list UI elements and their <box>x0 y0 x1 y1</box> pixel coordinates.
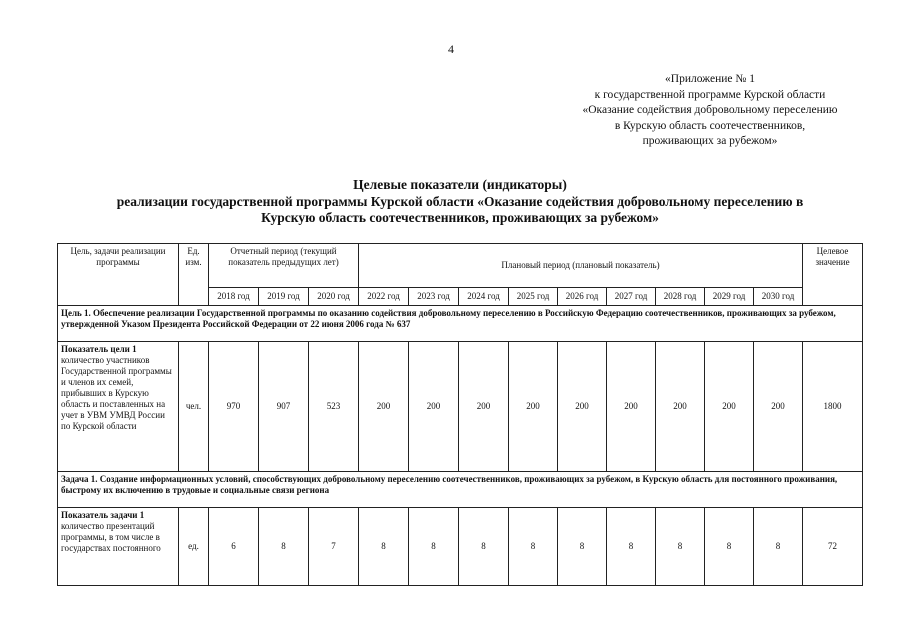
indicator-text: количество презентаций программы, в том числе в государствах постоянного <box>61 521 161 553</box>
value-cell: 970 <box>209 342 259 472</box>
appendix-line: проживающих за рубежом» <box>642 135 778 147</box>
year-cell: 2018 год <box>209 288 259 306</box>
value-cell: 200 <box>754 342 803 472</box>
value-cell: 523 <box>309 342 359 472</box>
header-row <box>58 244 863 288</box>
value-cell: 200 <box>409 342 459 472</box>
year-cell: 2025 год <box>509 288 558 306</box>
value-cell: 8 <box>754 508 803 586</box>
year-cell: 2028 год <box>656 288 705 306</box>
header-target: Целевое значение <box>803 244 863 306</box>
goal-1-text: Цель 1. Обеспечение реализации Государственной программы по оказанию содействия добровольному переселению в Российскую Федерацию соотечественников, проживающих за рубежом, утвержденной Указом Президента Российской Федерации от 22 июня 2006 года № 637 <box>58 306 863 342</box>
value-cell: 200 <box>459 342 509 472</box>
value-cell: 8 <box>509 508 558 586</box>
year-cell: 2029 год <box>705 288 754 306</box>
header-goal: Цель, задачи реализации программы <box>58 244 179 306</box>
value-cell: 200 <box>359 342 409 472</box>
unit-cell: ед. <box>179 508 209 586</box>
appendix-line: «Оказание содействия добровольному переселению <box>582 104 838 116</box>
header-reporting: Отчетный период (текущий показатель предыдущих лет) <box>209 244 359 288</box>
year-cell: 2026 год <box>558 288 607 306</box>
value-cell: 200 <box>607 342 656 472</box>
value-cell: 6 <box>209 508 259 586</box>
goal-indicator-row <box>58 342 863 472</box>
year-cell: 2027 год <box>607 288 656 306</box>
indicator-title: Показатель цели 1 <box>61 344 137 354</box>
title-line: Целевые показатели (индикаторы) <box>353 177 567 192</box>
value-cell: 8 <box>259 508 309 586</box>
value-cell: 8 <box>607 508 656 586</box>
value-cell: 8 <box>359 508 409 586</box>
indicators-table <box>57 243 863 586</box>
page-number: 4 <box>448 42 454 56</box>
header-unit: Ед. изм. <box>179 244 209 306</box>
indicator-text: количество участников Государственной программы и членов их семей, прибывших в Курскую область и поставленных на учет в УВМ УМВД России по Курской области <box>61 355 172 431</box>
year-cell: 2019 год <box>259 288 309 306</box>
task-1-indicator <box>58 508 179 586</box>
value-cell: 8 <box>656 508 705 586</box>
value-cell: 200 <box>656 342 705 472</box>
target-cell: 1800 <box>803 342 863 472</box>
value-cell: 8 <box>705 508 754 586</box>
goal-1-indicator <box>58 342 179 472</box>
year-cell: 2020 год <box>309 288 359 306</box>
unit-cell: чел. <box>179 342 209 472</box>
value-cell: 8 <box>558 508 607 586</box>
value-cell: 8 <box>459 508 509 586</box>
header-planned: Плановый период (плановый показатель) <box>359 244 803 288</box>
title-line: реализации государственной программы Курской области «Оказание содействия добровольному переселению в <box>116 193 804 209</box>
year-cell: 2022 год <box>359 288 409 306</box>
task-1-text: Задача 1. Создание информационных условий, способствующих добровольному переселению соотечественников, проживающих за рубежом, в Курскую область для постоянного проживания, быстрому их включению в трудовые и социальные связи региона <box>58 472 863 508</box>
appendix-line: к государственной программе Курской области <box>594 88 826 101</box>
year-cell: 2030 год <box>754 288 803 306</box>
goal-row <box>58 306 863 342</box>
value-cell: 8 <box>409 508 459 586</box>
task-indicator-row <box>58 508 863 586</box>
value-cell: 907 <box>259 342 309 472</box>
task-row <box>58 472 863 508</box>
title-line: Курскую область соотечественников, проживающих за рубежом» <box>261 210 659 225</box>
appendix-line: в Курскую область соотечественников, <box>614 119 806 132</box>
year-cell: 2023 год <box>409 288 459 306</box>
document-title <box>40 177 880 227</box>
value-cell: 200 <box>558 342 607 472</box>
appendix-heading <box>560 72 860 150</box>
value-cell: 200 <box>705 342 754 472</box>
year-cell: 2024 год <box>459 288 509 306</box>
appendix-line: «Приложение № 1 <box>665 73 755 85</box>
target-cell: 72 <box>803 508 863 586</box>
indicator-title: Показатель задачи 1 <box>61 510 145 520</box>
value-cell: 200 <box>509 342 558 472</box>
value-cell: 7 <box>309 508 359 586</box>
